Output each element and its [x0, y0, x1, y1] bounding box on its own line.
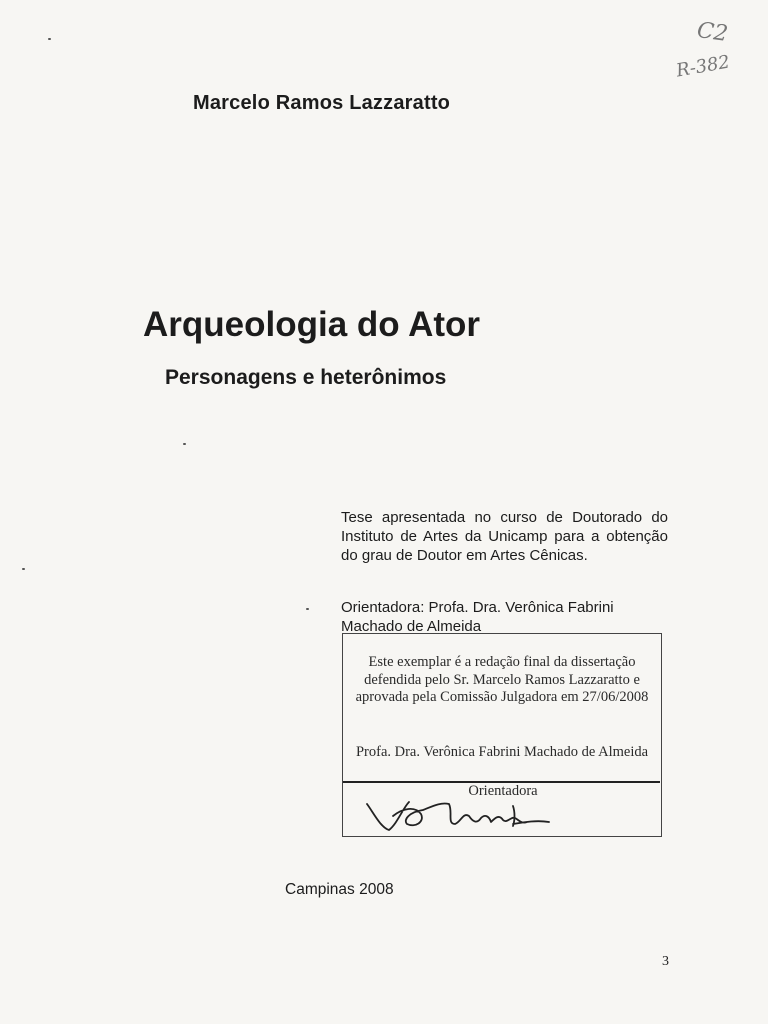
advisor-line-2: Machado de Almeida — [341, 618, 482, 635]
place-and-year: Campinas 2008 — [285, 881, 394, 898]
handwritten-code: C2 — [695, 17, 730, 48]
handwritten-signature — [363, 794, 553, 836]
advisor-line-1: Orientadora: Profa. Dra. Verônica Fabrini — [341, 599, 614, 616]
thesis-subtitle: Personagens e heterônimos — [165, 366, 447, 389]
scan-speck — [306, 608, 309, 610]
thesis-description: Tese apresentada no curso de Doutorado do Instituto de Artes da Unicamp para a obtenção do grau de Doutor em Artes Cênicas. — [341, 509, 668, 564]
stamp-role: Orientadora — [468, 783, 538, 799]
scan-speck — [48, 38, 51, 40]
scan-speck — [183, 443, 186, 445]
author-name: Marcelo Ramos Lazzaratto — [193, 92, 451, 114]
stamp-signer-name: Profa. Dra. Verônica Fabrini Machado de Almeida — [355, 744, 649, 760]
page-number: 3 — [662, 954, 669, 969]
scan-speck — [22, 568, 25, 570]
handwritten-reference: R-382 — [674, 51, 732, 82]
thesis-title: Arqueologia do Ator — [143, 305, 481, 344]
stamp-text: Este exemplar é a redação final da dissertação defendida pelo Sr. Marcelo Ramos Lazzaratto e aprovada pela Comissão Julgadora em 27/06/2008 — [355, 654, 649, 705]
advisor — [341, 598, 668, 636]
approval-stamp — [342, 633, 662, 837]
